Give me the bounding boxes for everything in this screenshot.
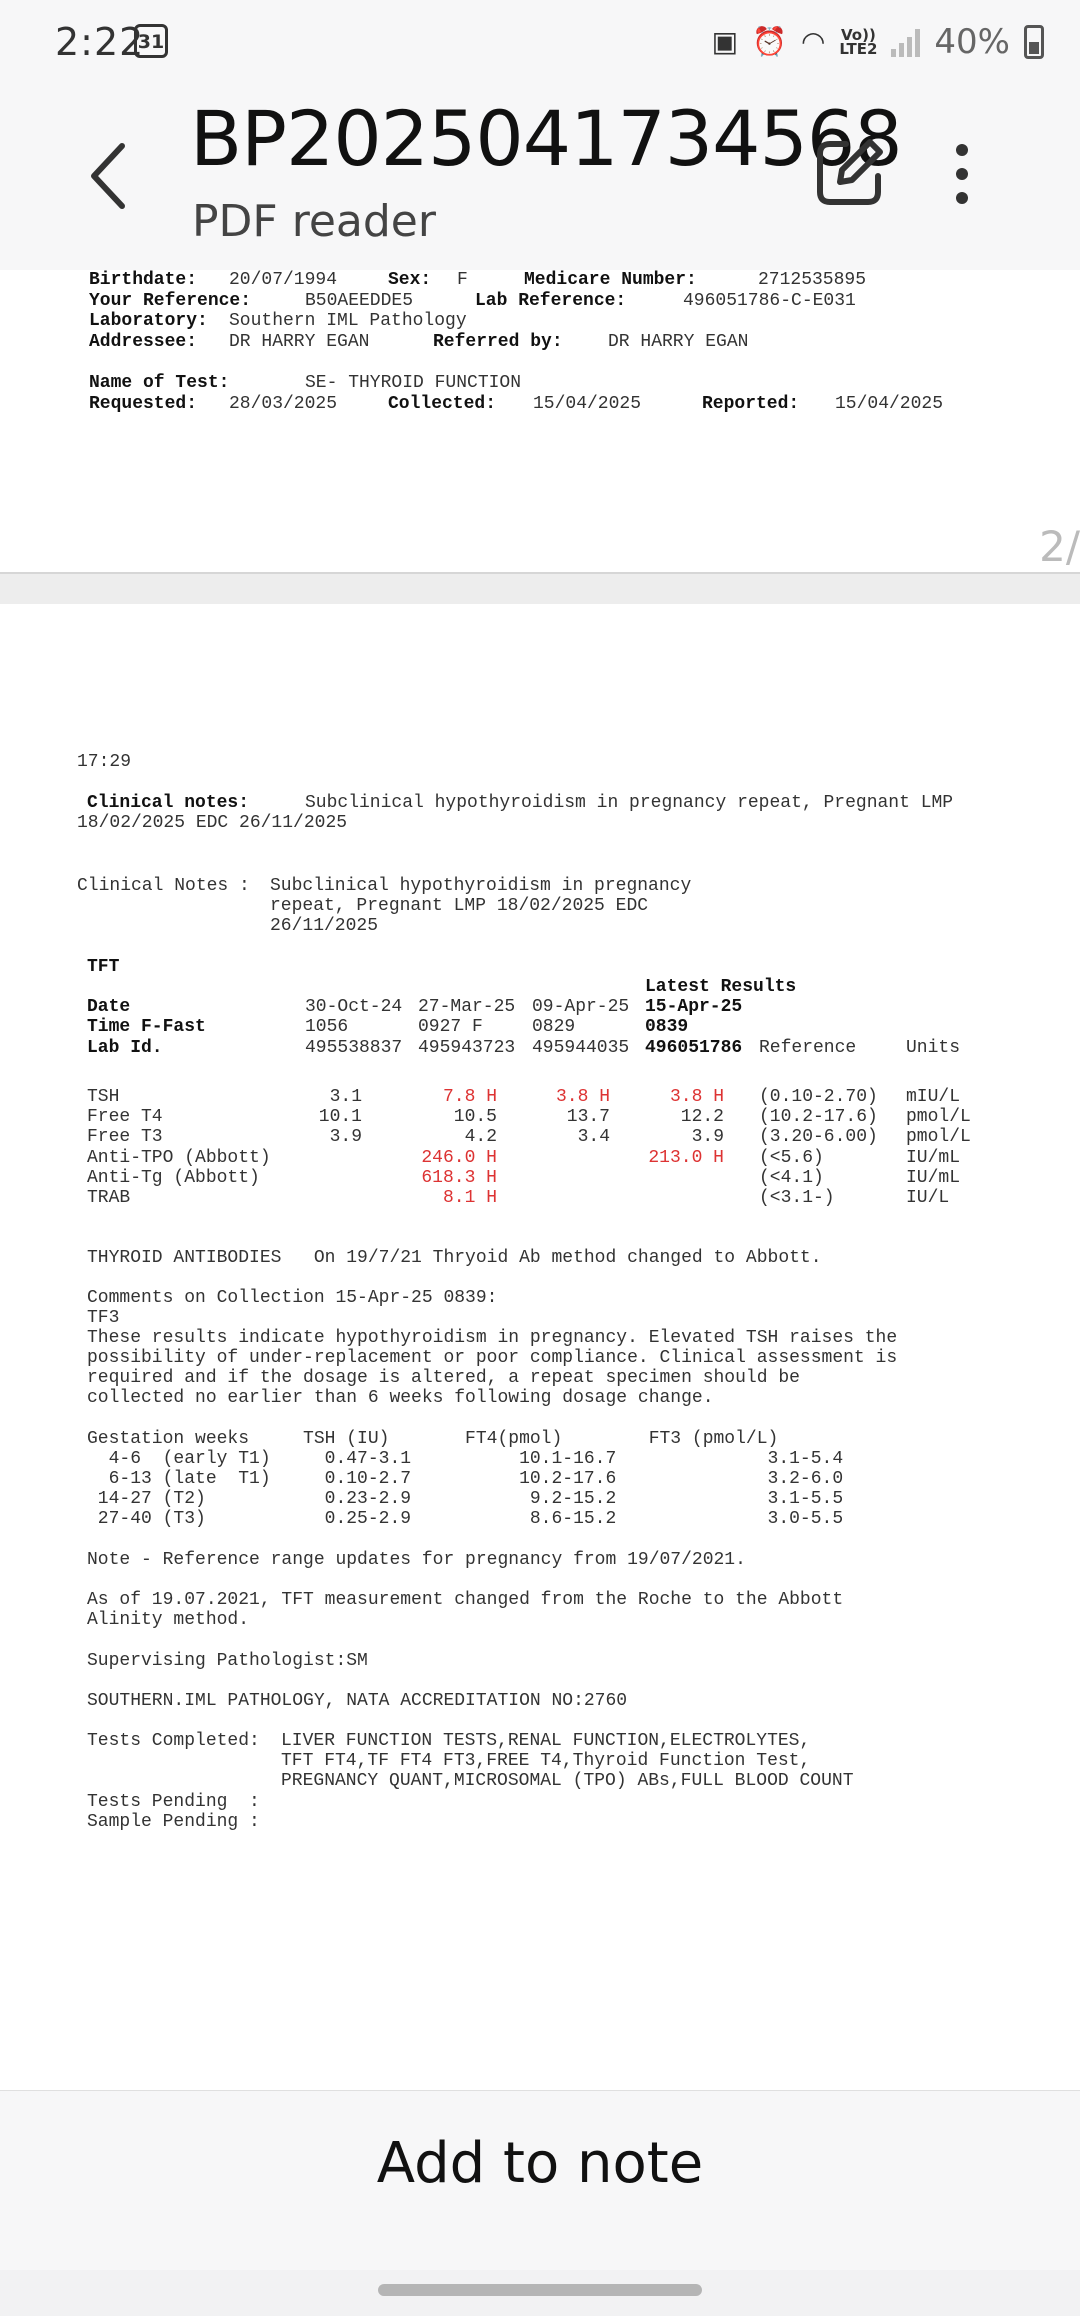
- edit-icon[interactable]: [812, 134, 888, 210]
- your-ref-value: B50AEEDDE5: [305, 291, 414, 311]
- gestation-row: 27-40 (T3) 0.25-2.9 8.6-15.2 3.0-5.5: [87, 1509, 844, 1529]
- result-unit: pmol/L: [906, 1127, 971, 1148]
- comment-line: possibility of under-replacement or poor compliance. Clinical assessment is: [87, 1348, 898, 1368]
- page-separator: [0, 572, 1080, 606]
- clinical-notes2-line3: 26/11/2025: [270, 916, 379, 936]
- result-name: Free T4: [87, 1107, 163, 1128]
- alarm-icon: ⏰: [752, 25, 787, 58]
- lab-id-col-1: 495538837: [305, 1038, 403, 1058]
- gestation-header: Gestation weeks TSH (IU) FT4(pmol) FT3 (pmol/L): [87, 1429, 779, 1449]
- signal-icon: [891, 27, 920, 57]
- result-v3: 3.4: [577, 1127, 610, 1148]
- tests-completed-label: Tests Completed:: [87, 1731, 260, 1751]
- gestation-row: 4-6 (early T1) 0.47-3.1 10.1-16.7 3.1-5.4: [87, 1449, 844, 1469]
- result-ref: (10.2-17.6): [759, 1107, 878, 1128]
- time-col-2: 0927 F: [418, 1017, 483, 1037]
- result-unit: pmol/L: [906, 1107, 971, 1128]
- result-name: TSH: [87, 1087, 120, 1107]
- result-unit: mIU/L: [906, 1087, 961, 1107]
- collected-value: 15/04/2025: [533, 394, 642, 414]
- result-v3: 3.8 H: [555, 1087, 610, 1107]
- addressee-label: Addressee:: [89, 332, 198, 352]
- status-time: 2:22: [55, 20, 145, 64]
- reported-label: Reported:: [702, 394, 800, 414]
- referred-value: DR HARRY EGAN: [608, 332, 749, 352]
- tests-pending: Tests Pending :: [87, 1792, 260, 1812]
- time-col-4: 0839: [645, 1017, 689, 1037]
- add-to-note-button[interactable]: Add to note: [376, 2131, 704, 2196]
- result-v2: 7.8 H: [442, 1087, 497, 1107]
- result-name: Free T3: [87, 1127, 163, 1148]
- result-v4: 213.0 H: [648, 1147, 724, 1168]
- lab-id-col-2: 495943723: [418, 1038, 516, 1058]
- result-v1: 3.1: [329, 1087, 362, 1107]
- supervising-pathologist: Supervising Pathologist:SM: [87, 1651, 368, 1671]
- birthdate-row: Birthdate:: [89, 270, 198, 290]
- test-name-label: Name of Test:: [89, 373, 230, 393]
- battery-saver-icon: ▣: [711, 25, 739, 58]
- method-note-line1: As of 19.07.2021, TFT measurement changed from the Roche to the Abbott: [87, 1590, 844, 1610]
- reference-note: Note - Reference range updates for pregnancy from 19/07/2021.: [87, 1550, 746, 1570]
- result-unit: IU/L: [906, 1188, 950, 1208]
- addressee-value: DR HARRY EGAN: [229, 332, 370, 352]
- clinical-notes-label: Clinical notes:: [87, 793, 250, 813]
- clinical-notes-line1: Subclinical hypothyroidism in pregnancy repeat, Pregnant LMP: [305, 793, 954, 813]
- lab-ref-label: Lab Reference:: [475, 291, 627, 311]
- lte-indicator: Vo)) LTE2: [839, 26, 878, 58]
- birthdate-value: 20/07/1994: [229, 270, 338, 290]
- tests-completed-line: TFT FT4,TF FT4 FT3,FREE T4,Thyroid Function Test,: [281, 1751, 811, 1771]
- comment-line: required and if the dosage is altered, a repeat specimen should be: [87, 1368, 800, 1388]
- test-name-value: SE- THYROID FUNCTION: [305, 373, 522, 393]
- time-col-3: 0829: [532, 1017, 576, 1037]
- status-bar: [0, 0, 1080, 88]
- document-subtitle: PDF reader: [192, 196, 436, 247]
- calendar-icon: 31: [134, 24, 168, 58]
- lab-ref-value: 496051786-C-E031: [683, 291, 856, 311]
- clinical-notes2-line1: Subclinical hypothyroidism in pregnancy: [270, 876, 692, 896]
- result-v1: 3.9: [329, 1127, 362, 1148]
- lab-id-col-4: 496051786: [645, 1038, 743, 1058]
- home-gesture-handle[interactable]: [378, 2284, 702, 2296]
- sex-value: F: [457, 270, 468, 290]
- comment-line: These results indicate hypothyroidism in pregnancy. Elevated TSH raises the: [87, 1328, 898, 1348]
- battery-icon: [1024, 25, 1044, 59]
- pdf-page-1: [0, 270, 1080, 572]
- medicare-value: 2712535895: [758, 270, 867, 290]
- date-col-2: 27-Mar-25: [418, 997, 516, 1017]
- result-ref: (<5.6): [759, 1147, 824, 1168]
- sex-label: Sex:: [388, 270, 432, 290]
- clinical-notes-line2: 18/02/2025 EDC 26/11/2025: [77, 813, 348, 833]
- result-v2: 8.1 H: [442, 1188, 497, 1208]
- page-number-indicator: 2/: [1039, 522, 1080, 571]
- thyroid-antibodies-note: THYROID ANTIBODIES On 19/7/21 Thryoid Ab method changed to Abbott.: [87, 1248, 822, 1268]
- requested-label: Requested:: [89, 394, 198, 414]
- result-v4: 12.2: [680, 1107, 724, 1128]
- sample-pending: Sample Pending :: [87, 1812, 260, 1832]
- result-v2: 246.0 H: [421, 1147, 497, 1168]
- app-bar: [0, 88, 1080, 271]
- wifi-icon: ◠: [800, 25, 826, 58]
- time-col-1: 1056: [305, 1017, 349, 1037]
- document-title: BP2025041734568: [190, 94, 902, 183]
- result-unit: IU/mL: [906, 1147, 961, 1168]
- laboratory-label: Laboratory:: [89, 311, 208, 331]
- back-icon[interactable]: [70, 136, 150, 216]
- referred-label: Referred by:: [433, 332, 563, 352]
- result-v2: 618.3 H: [421, 1167, 497, 1188]
- result-name: Anti-TPO (Abbott): [87, 1147, 271, 1168]
- tests-completed-line: PREGNANCY QUANT,MICROSOMAL (TPO) ABs,FULL BLOOD COUNT: [281, 1771, 854, 1791]
- result-v3: 13.7: [566, 1107, 610, 1128]
- report-time: 17:29: [77, 752, 132, 772]
- result-v2: 4.2: [464, 1127, 497, 1148]
- result-ref: (<4.1): [759, 1167, 824, 1188]
- requested-value: 28/03/2025: [229, 394, 338, 414]
- clinical-notes2-line2: repeat, Pregnant LMP 18/02/2025 EDC: [270, 896, 649, 916]
- reported-value: 15/04/2025: [835, 394, 944, 414]
- bottom-action-bar: [0, 2090, 1080, 2271]
- result-v4: 3.8 H: [669, 1087, 724, 1107]
- status-icons: [712, 22, 1044, 62]
- result-v2: 10.5: [453, 1107, 497, 1128]
- method-note-line2: Alinity method.: [87, 1610, 250, 1630]
- medicare-label: Medicare Number:: [524, 270, 697, 290]
- navigation-bar: [0, 2270, 1080, 2316]
- date-label: Date: [87, 997, 131, 1017]
- comments-code: TF3: [87, 1308, 120, 1328]
- gestation-row: 6-13 (late T1) 0.10-2.7 10.2-17.6 3.2-6.0: [87, 1469, 844, 1489]
- your-ref-label: Your Reference:: [89, 291, 252, 311]
- gestation-row: 14-27 (T2) 0.23-2.9 9.2-15.2 3.1-5.5: [87, 1489, 844, 1509]
- time-label: Time F-Fast: [87, 1017, 206, 1037]
- clinical-notes2-label: Clinical Notes :: [77, 876, 250, 896]
- tft-heading: TFT: [87, 957, 120, 977]
- result-v1: 10.1: [318, 1107, 362, 1128]
- comment-line: collected no earlier than 6 weeks following dosage change.: [87, 1388, 714, 1408]
- lab-id-label: Lab Id.: [87, 1038, 163, 1058]
- pdf-page-2: [0, 604, 1080, 2090]
- result-name: Anti-Tg (Abbott): [87, 1167, 260, 1188]
- battery-percent: 40%: [934, 22, 1010, 62]
- result-name: TRAB: [87, 1188, 131, 1208]
- result-unit: IU/mL: [906, 1167, 961, 1188]
- tests-completed-line: LIVER FUNCTION TESTS,RENAL FUNCTION,ELECTROLYTES,: [281, 1731, 811, 1751]
- result-ref: (3.20-6.00): [759, 1127, 878, 1148]
- result-ref: (<3.1-): [759, 1188, 835, 1208]
- more-options-icon[interactable]: [942, 134, 982, 214]
- result-ref: (0.10-2.70): [759, 1087, 878, 1107]
- reference-header: Reference: [759, 1038, 857, 1058]
- date-col-1: 30-Oct-24: [305, 997, 403, 1017]
- comments-title: Comments on Collection 15-Apr-25 0839:: [87, 1288, 498, 1308]
- lab-accreditation: SOUTHERN.IML PATHOLOGY, NATA ACCREDITATION NO:2760: [87, 1691, 628, 1711]
- latest-results-heading: Latest Results: [645, 977, 797, 997]
- collected-label: Collected:: [388, 394, 497, 414]
- laboratory-value: Southern IML Pathology: [229, 311, 467, 331]
- date-col-4: 15-Apr-25: [645, 997, 743, 1017]
- result-v4: 3.9: [691, 1127, 724, 1148]
- date-col-3: 09-Apr-25: [532, 997, 630, 1017]
- lab-id-col-3: 495944035: [532, 1038, 630, 1058]
- units-header: Units: [906, 1038, 961, 1058]
